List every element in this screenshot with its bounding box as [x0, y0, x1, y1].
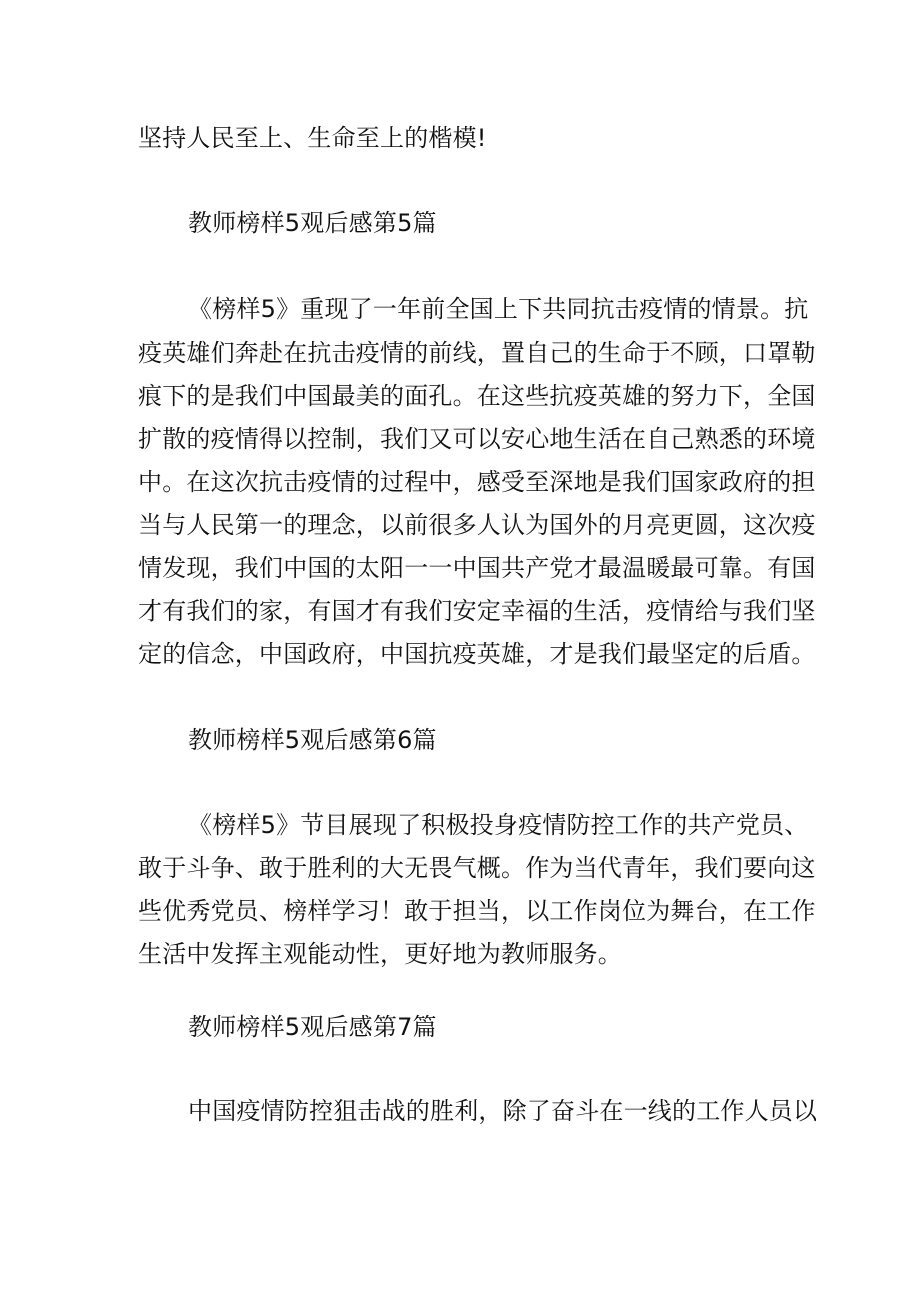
paragraph-line: 才有我们的家，有国才有我们安定幸福的生活，疫情给与我们坚 [138, 597, 816, 625]
paragraph-line: 情发现，我们中国的太阳一一中国共产党才最温暖最可靠。有国 [138, 554, 816, 582]
section-heading-7: 教师榜样5观后感第7篇 [188, 1013, 437, 1041]
section-heading-6: 教师榜样5观后感第6篇 [188, 726, 437, 754]
section-heading-5: 教师榜样5观后感第5篇 [188, 209, 437, 237]
paragraph-line: 定的信念，中国政府，中国抗疫英雄，才是我们最坚定的后盾。 [138, 640, 816, 668]
paragraph-line: 中。在这次抗击疫情的过程中，感受至深地是我们国家政府的担 [138, 468, 816, 496]
paragraph-line: 《榜样5》重现了一年前全国上下共同抗击疫情的情景。抗 [188, 295, 809, 323]
paragraph-line: 《榜样5》节目展现了积极投身疫情防控工作的共产党员、 [188, 811, 809, 839]
paragraph-line: 扩散的疫情得以控制，我们又可以安心地生活在自己熟悉的环境 [138, 425, 816, 453]
paragraph-line: 当与人民第一的理念，以前很多人认为国外的月亮更圆，这次疫 [138, 511, 816, 539]
paragraph-line: 痕下的是我们中国最美的面孔。在这些抗疫英雄的努力下，全国 [138, 382, 816, 410]
paragraph-line: 疫英雄们奔赴在抗击疫情的前线，置自己的生命于不顾，口罩勒 [138, 339, 816, 367]
paragraph-line: 敢于斗争、敢于胜利的大无畏气概。作为当代青年，我们要向这 [138, 854, 816, 882]
paragraph-line: 生活中发挥主观能动性，更好地为教师服务。 [138, 940, 622, 968]
paragraph-line: 些优秀党员、榜样学习！敢于担当，以工作岗位为舞台，在工作 [138, 897, 816, 925]
opening-line: 坚持人民至上、生命至上的楷模! [138, 124, 487, 152]
paragraph-line: 中国疫情防控狙击战的胜利，除了奋斗在一线的工作人员以 [188, 1097, 818, 1125]
